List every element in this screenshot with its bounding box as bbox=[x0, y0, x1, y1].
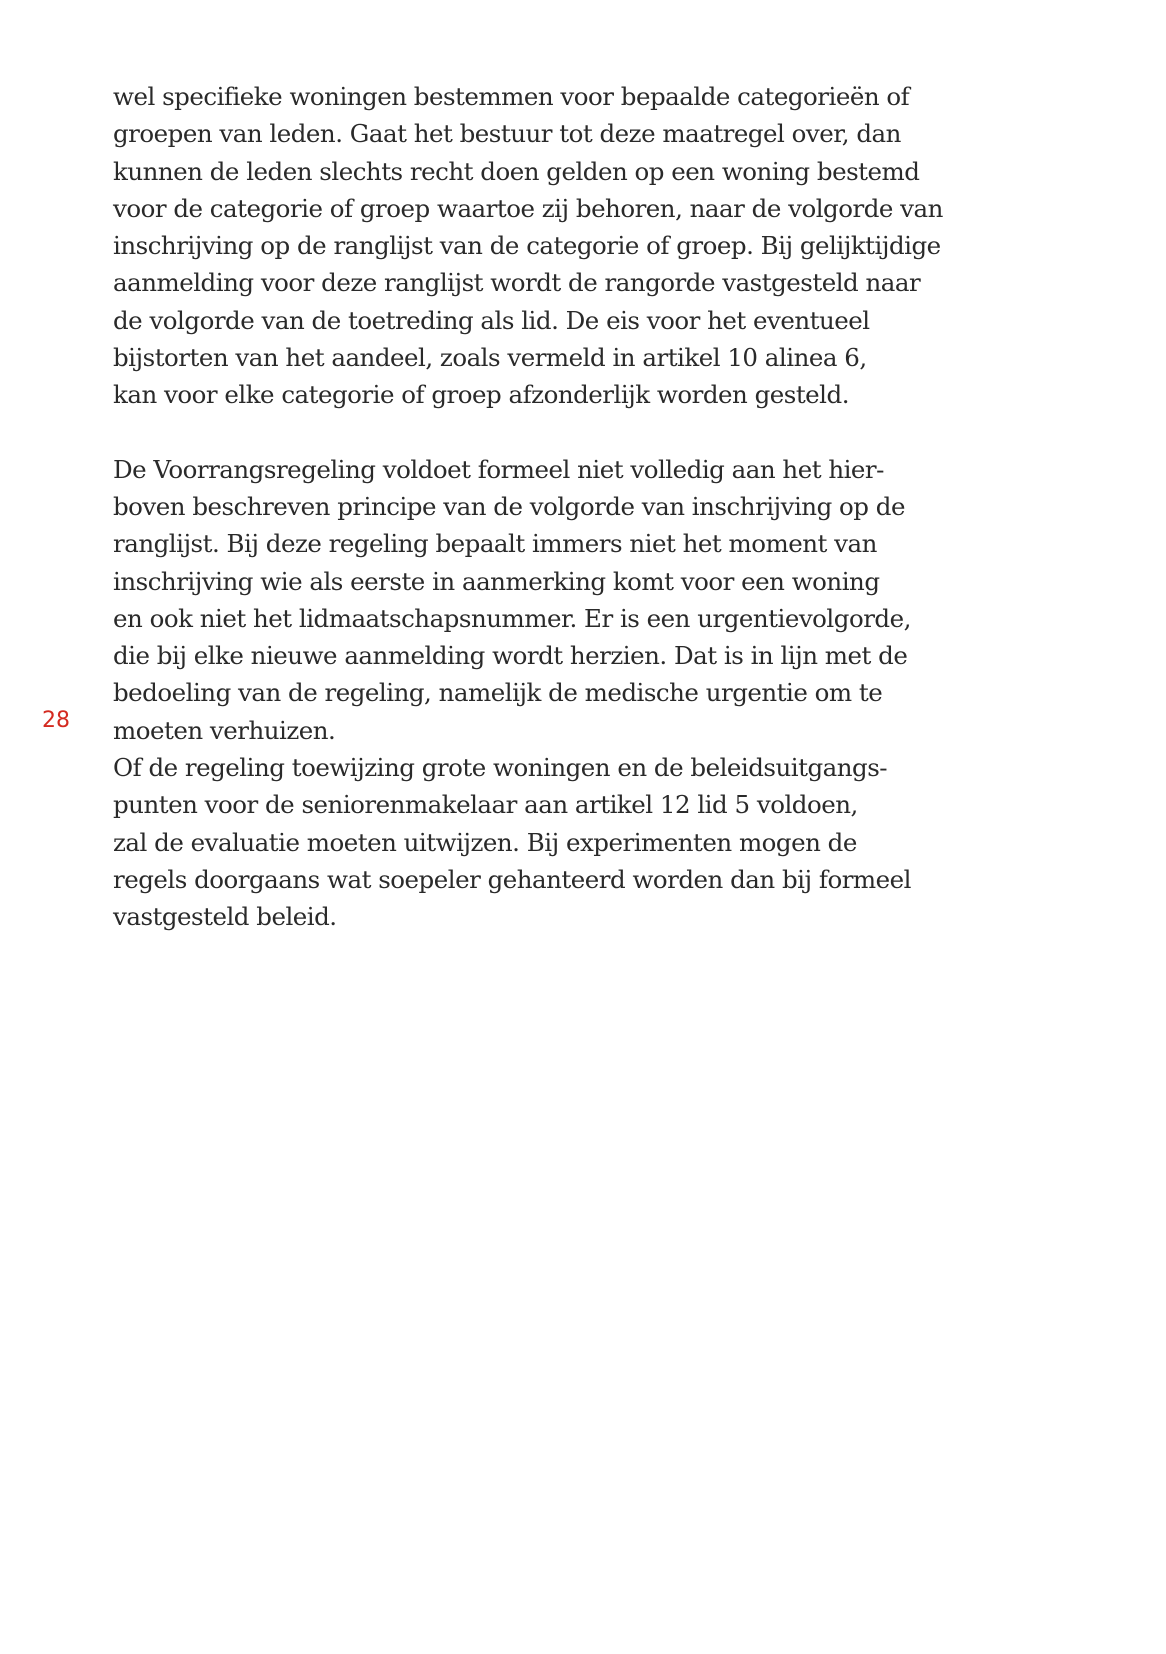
page-number: 28 bbox=[42, 708, 70, 733]
text-line: vastgesteld beleid. bbox=[113, 902, 337, 932]
text-line: moeten verhuizen. bbox=[113, 715, 336, 745]
text-line: voor de categorie of groep waartoe zij behoren, naar de volgorde van bbox=[113, 193, 943, 223]
text-line: aanmelding voor deze ranglijst wordt de rangorde vastgesteld naar bbox=[113, 268, 921, 298]
text-line: wel specifieke woningen bestemmen voor bepaalde categorieën of bbox=[113, 82, 910, 111]
text-line: De Voorrangsregeling voldoet formeel niet volledig aan het hier- bbox=[113, 454, 884, 484]
paragraph-3 bbox=[113, 749, 1013, 935]
text-line: de volgorde van de toetreding als lid. De eis voor het eventueel bbox=[113, 305, 870, 335]
text-line: kunnen de leden slechts recht doen gelden op een woning bestemd bbox=[113, 156, 920, 186]
paragraph-2 bbox=[113, 451, 1013, 749]
text-line: punten voor de seniorenmakelaar aan artikel 12 lid 5 voldoen, bbox=[113, 790, 858, 820]
text-line: bedoeling van de regeling, namelijk de medische urgentie om te bbox=[113, 678, 883, 708]
text-line: zal de evaluatie moeten uitwijzen. Bij experimenten mogen de bbox=[113, 827, 857, 857]
text-line: bijstorten van het aandeel, zoals vermeld in artikel 10 alinea 6, bbox=[113, 343, 867, 373]
text-line: en ook niet het lidmaatschapsnummer. Er is een urgentievolgorde, bbox=[113, 603, 911, 633]
text-line: ranglijst. Bij deze regeling bepaalt immers niet het moment van bbox=[113, 529, 877, 559]
text-line: die bij elke nieuwe aanmelding wordt herzien. Dat is in lijn met de bbox=[113, 641, 908, 671]
paragraph-1 bbox=[113, 78, 1013, 414]
body-text bbox=[113, 78, 1013, 936]
text-line: inschrijving op de ranglijst van de categorie of groep. Bij gelijktijdige bbox=[113, 231, 941, 261]
text-line: regels doorgaans wat soepeler gehanteerd worden dan bij formeel bbox=[113, 864, 911, 894]
text-line: groepen van leden. Gaat het bestuur tot deze maatregel over, dan bbox=[113, 119, 901, 149]
text-line: boven beschreven principe van de volgorde van inschrijving op de bbox=[113, 491, 905, 521]
text-line: kan voor elke categorie of groep afzonderlijk worden gesteld. bbox=[113, 380, 849, 410]
text-line: inschrijving wie als eerste in aanmerking komt voor een woning bbox=[113, 566, 880, 596]
paragraph-spacer bbox=[113, 414, 1013, 451]
text-line: Of de regeling toewijzing grote woningen en de beleidsuitgangs- bbox=[113, 753, 888, 783]
